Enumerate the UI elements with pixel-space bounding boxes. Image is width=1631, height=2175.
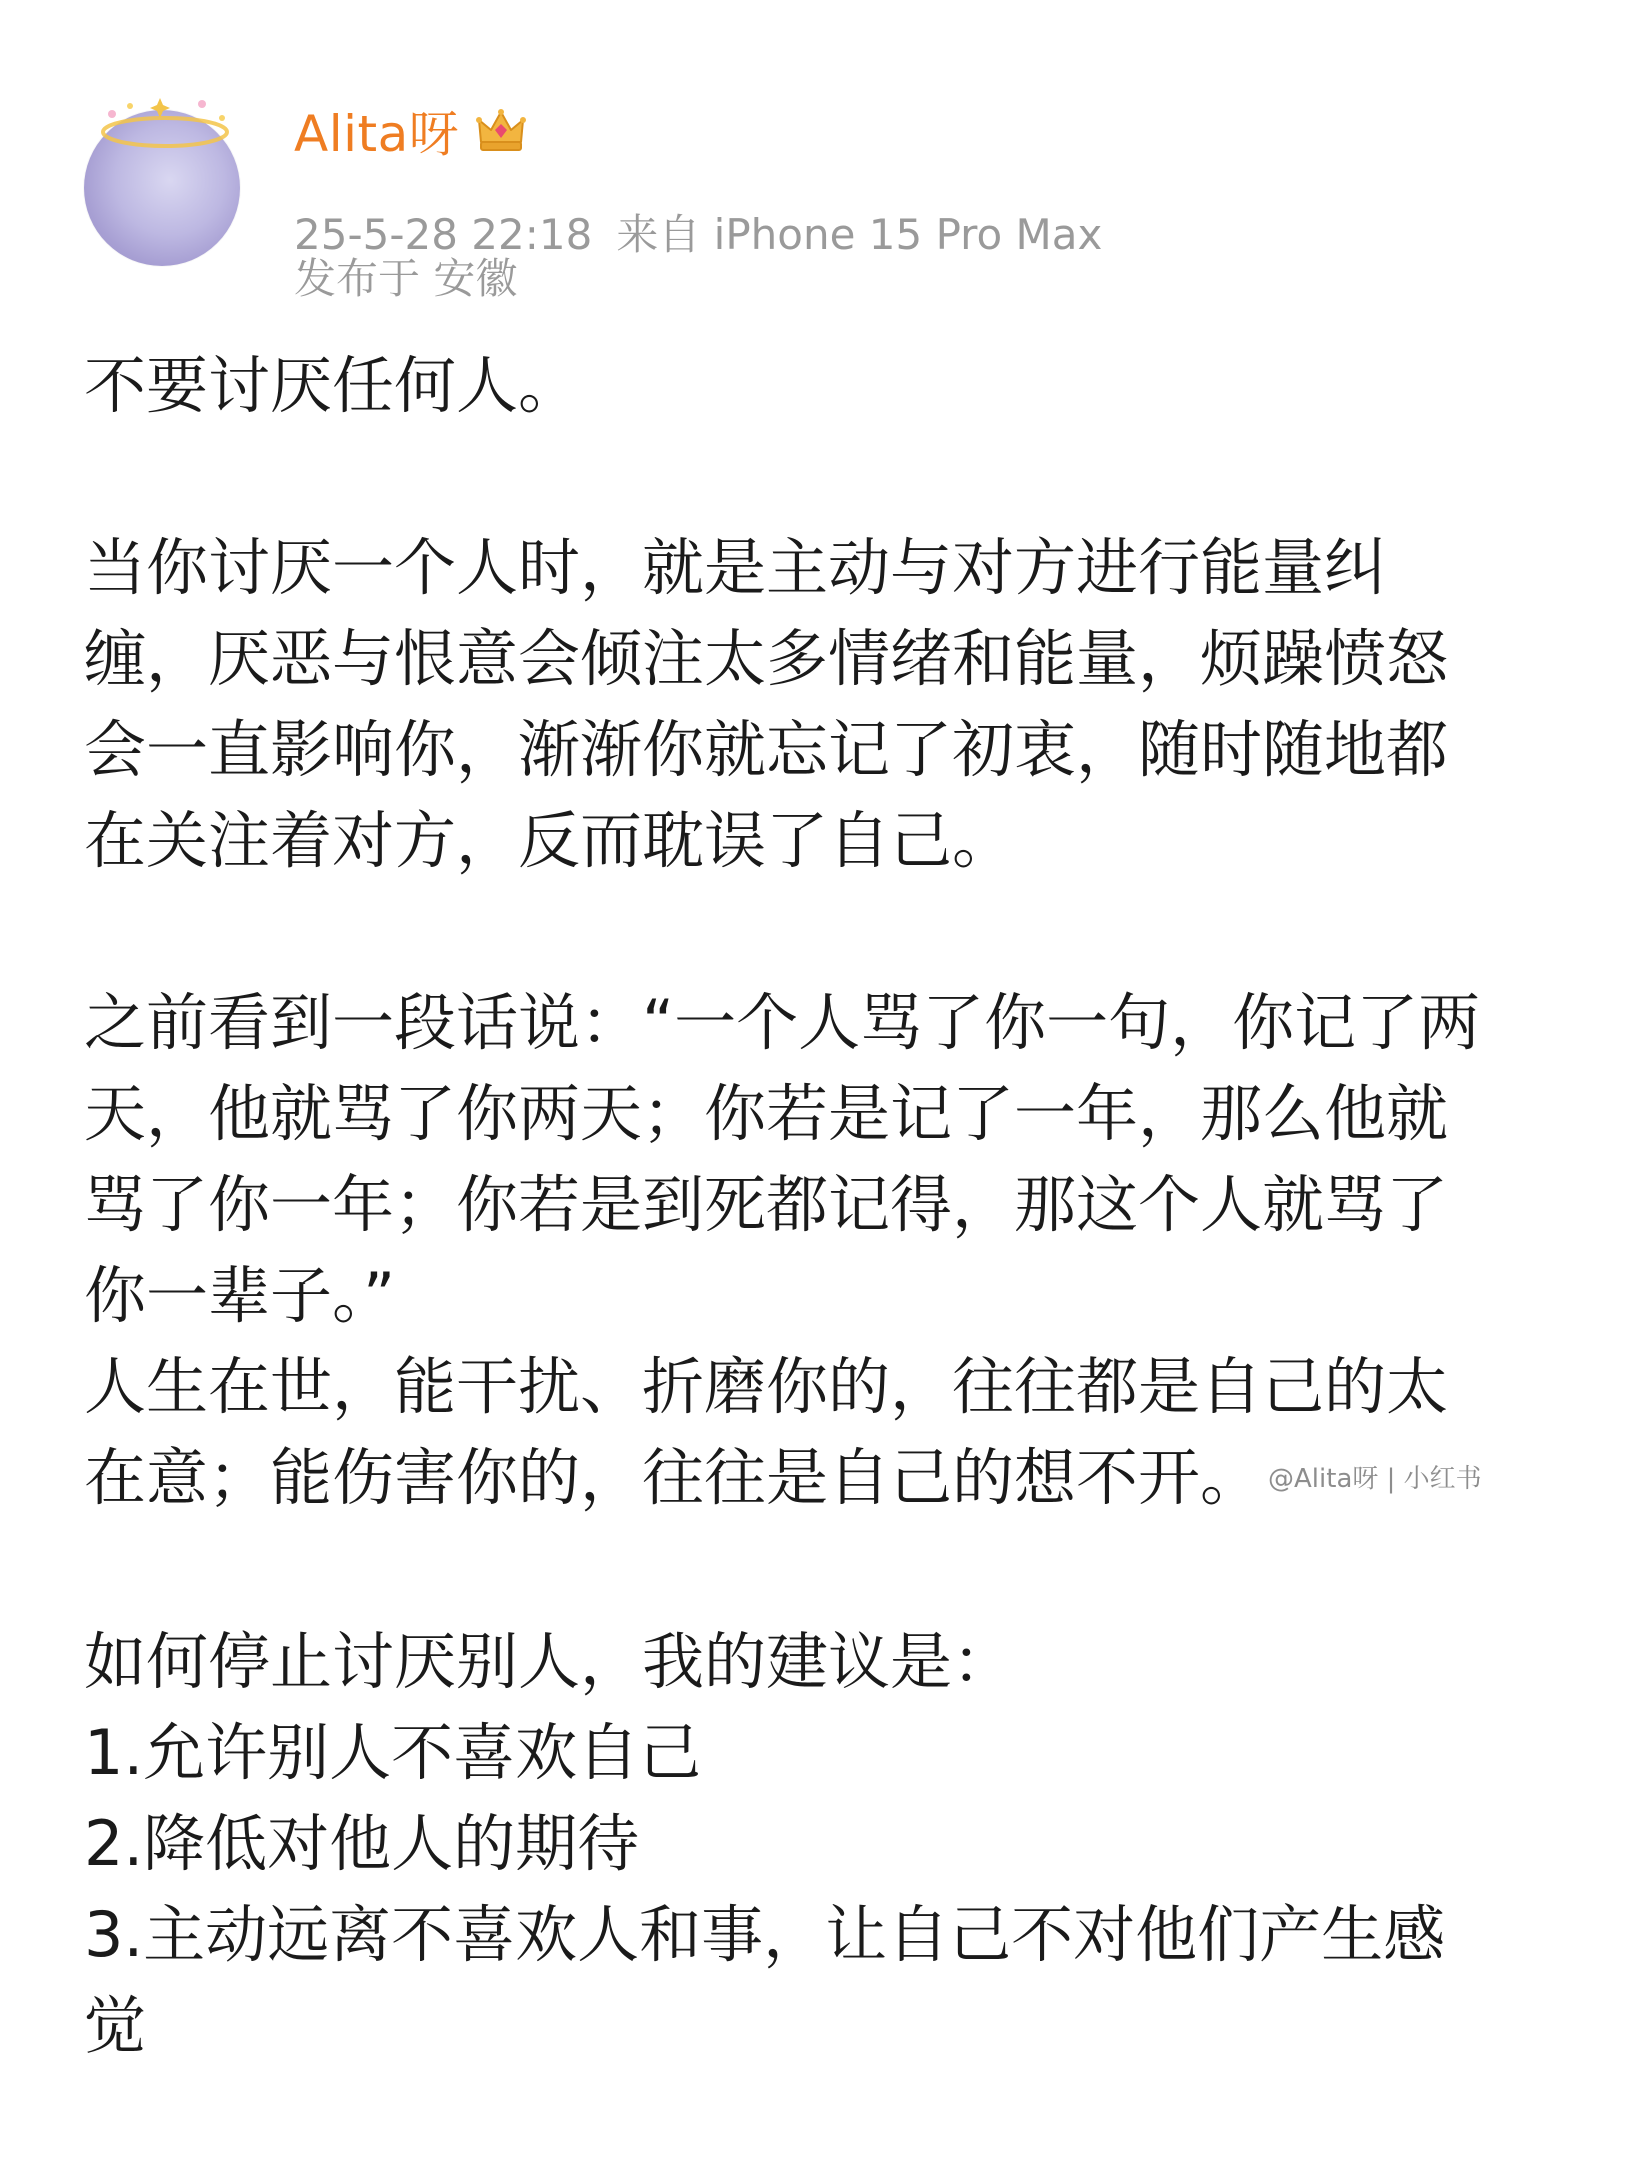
watermark: @Alita呀 | 小红书 xyxy=(1268,1464,1482,1494)
body-line: 缠，厌恶与恨意会倾注太多情绪和能量，烦躁愤怒 xyxy=(84,622,1449,695)
body-line: 人生在世，能干扰、折磨你的，往往都是自己的太 xyxy=(84,1350,1449,1423)
body-line: 当你讨厌一个人时，就是主动与对方进行能量纠 xyxy=(84,531,1387,604)
body-line: 天，他就骂了你两天；你若是记了一年，那么他就 xyxy=(84,1077,1449,1150)
body-line: 如何停止讨厌别人，我的建议是： xyxy=(84,1625,1015,1698)
list-item: 2.降低对他人的期待 xyxy=(84,1807,640,1880)
list-item-continuation: 觉 xyxy=(84,1989,147,2062)
username-row xyxy=(294,100,529,163)
body-line: 会一直影响你，渐渐你就忘记了初衷，随时随地都 xyxy=(84,713,1449,786)
crown-icon xyxy=(473,102,529,158)
paragraph-spacer xyxy=(84,431,1554,522)
post-source: 来自 iPhone 15 Pro Max xyxy=(616,210,1103,259)
list-item: 1.允许别人不喜欢自己 xyxy=(84,1716,702,1789)
paragraph-spacer xyxy=(84,1525,1554,1616)
body-line: 你一辈子。” xyxy=(84,1259,396,1332)
body-line: 在关注着对方，反而耽误了自己。 xyxy=(84,804,1015,877)
list-item: 3.主动远离不喜欢人和事，让自己不对他们产生感 xyxy=(84,1898,1446,1971)
paragraph-spacer xyxy=(84,886,1554,977)
body-line-with-watermark xyxy=(84,1432,1554,1525)
body-line: 不要讨厌任何人。 xyxy=(84,349,581,422)
body-line: 在意；能伤害你的，往往是自己的想不开。 xyxy=(84,1441,1263,1514)
post-timestamp: 25-5-28 22:18 xyxy=(294,210,593,259)
body-line: 之前看到一段话说：“一个人骂了你一句，你记了两 xyxy=(84,986,1481,1059)
body-line: 骂了你一年；你若是到死都记得，那这个人就骂了 xyxy=(84,1168,1449,1241)
username[interactable]: Alita呀 xyxy=(294,105,460,163)
avatar-halo-icon xyxy=(90,92,240,162)
post-body xyxy=(84,340,1554,2071)
avatar[interactable] xyxy=(84,110,240,266)
post-header xyxy=(84,70,1544,310)
post-location: 发布于 安徽 xyxy=(294,254,518,303)
